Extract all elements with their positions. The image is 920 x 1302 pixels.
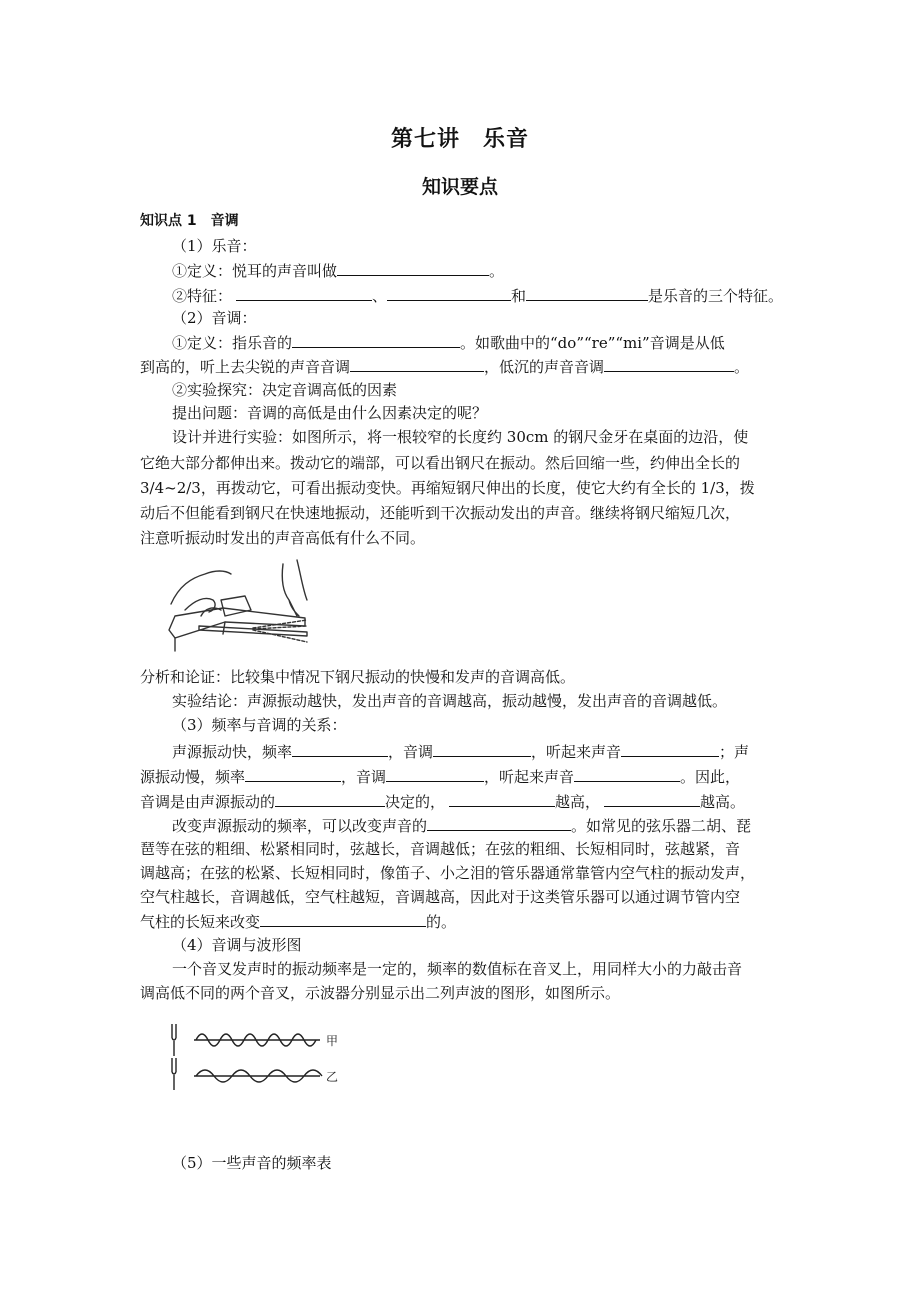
item-3-line: 琶等在弦的粗细、松紧相同时，弦越长，音调越低；在弦的粗细、长短相同时，弦越紧，音 [140,840,741,858]
answer-blank[interactable] [427,814,571,831]
tuning-fork-icon [172,1024,176,1056]
item-3-heading: （3）频率与音调的关系： [172,716,347,734]
item-1-features: ②特征： 、 和 是乐音的三个特征。 [172,284,783,307]
experiment-question: 提出问题：音调的高低是由什么因素决定的呢？ [172,404,488,422]
answer-blank[interactable] [236,284,372,301]
label-jia: 甲 [326,1034,339,1048]
experiment-design-line: 设计并进行实验：如图所示，将一根较窄的长度约 30cm 的钢尺金牙在桌面的边沿，使 [172,428,749,446]
experiment-design-line: 动后不但能看到钢尺在快速地振动，还能听到干次振动发出的声音。继续将钢尺缩短几次， [140,504,741,522]
item-4-line: 一个音叉发声时的振动频率是一定的，频率的数值标在音叉上，用同样大小的力敲击音 [172,960,743,978]
answer-blank[interactable] [433,740,531,757]
answer-blank[interactable] [604,355,734,372]
item-2-definition: ①定义：指乐音的 。如歌曲中的“do”“re”“mi”音调是从低 [172,331,725,354]
item-3-line: 气柱的长短来改变 的。 [140,910,456,933]
experiment-heading: ②实验探究：决定音调高低的因素 [172,381,398,399]
waveform-figure [168,1022,348,1092]
ruler-experiment-figure [165,556,315,658]
answer-blank[interactable] [574,765,680,782]
item-3-line: 调越高；在弦的松紧、长短相同时，像笛子、小之泪的管乐器通常靠管内空气柱的振动发声， [140,864,756,882]
answer-blank[interactable] [245,765,341,782]
experiment-design-line: 它绝大部分都伸出来。拨动它的端部，可以看出钢尺在振动。然后回缩一些，约伸出全长的 [140,454,741,472]
item-3-line: 源振动慢，频率 ，音调 ，听起来声音 。因此， [140,765,740,788]
answer-blank[interactable] [621,740,719,757]
block [221,596,251,616]
answer-blank[interactable] [337,259,489,276]
answer-blank[interactable] [386,765,484,782]
answer-blank[interactable] [350,355,484,372]
section-title: 知识要点 [421,176,498,198]
answer-blank[interactable] [292,740,388,757]
item-4-heading: （4）音调与波形图 [172,936,302,954]
item-3-line: 空气柱越长，音调越低，空气柱越短，音调越高，因此对于这类管乐器可以通过调节管内空 [140,888,741,906]
answer-blank[interactable] [387,284,511,301]
lecture-title: 第七讲 乐音 [390,127,529,152]
item-1-heading: （1）乐音： [172,237,257,255]
experiment-design-line: 注意听振动时发出的声音高低有什么不同。 [140,529,426,547]
tuning-fork-icon [172,1058,176,1090]
answer-blank[interactable] [526,284,648,301]
conclusion-line: 实验结论：声源振动越快，发出声音的音调越高，振动越慢，发出声音的音调越低。 [172,692,728,710]
left-hand [171,571,231,616]
item-3-line: 声源振动快，频率 ，音调 ，听起来声音 ；声 [172,740,749,763]
answer-blank[interactable] [449,790,555,807]
item-2-definition-cont: 到高的，听上去尖锐的声音音调 ，低沉的声音音调 。 [140,355,749,378]
answer-blank[interactable] [604,790,700,807]
item-3-line: 音调是由声源振动的 决定的， 越高， 越高。 [140,790,745,813]
experiment-design-line: 3/4~2/3，再拨动它，可看出振动变快。再缩短钢尺伸出的长度，使它大约有全长的 1/3，拨 [140,479,755,497]
label-yi: 乙 [326,1070,339,1084]
item-5-heading: （5）一些声音的频率表 [172,1154,332,1172]
item-1-definition: ①定义：悦耳的声音叫做 。 [172,259,504,282]
item-4-line: 调高低不同的两个音叉，示波器分别显示出二列声波的图形，如图所示。 [140,984,621,1002]
answer-blank[interactable] [292,331,460,348]
answer-blank[interactable] [260,910,426,927]
answer-blank[interactable] [275,790,385,807]
knowledge-point-heading: 知识点 1 音调 [140,213,239,229]
item-3-line: 改变声源振动的频率，可以改变声音的 。如常见的弦乐器二胡、琵 [172,814,751,837]
item-2-heading: （2）音调： [172,309,257,327]
right-hand [282,560,307,616]
analysis-line: 分析和论证：比较集中情况下钢尺振动的快慢和发声的音调高低。 [140,668,576,686]
